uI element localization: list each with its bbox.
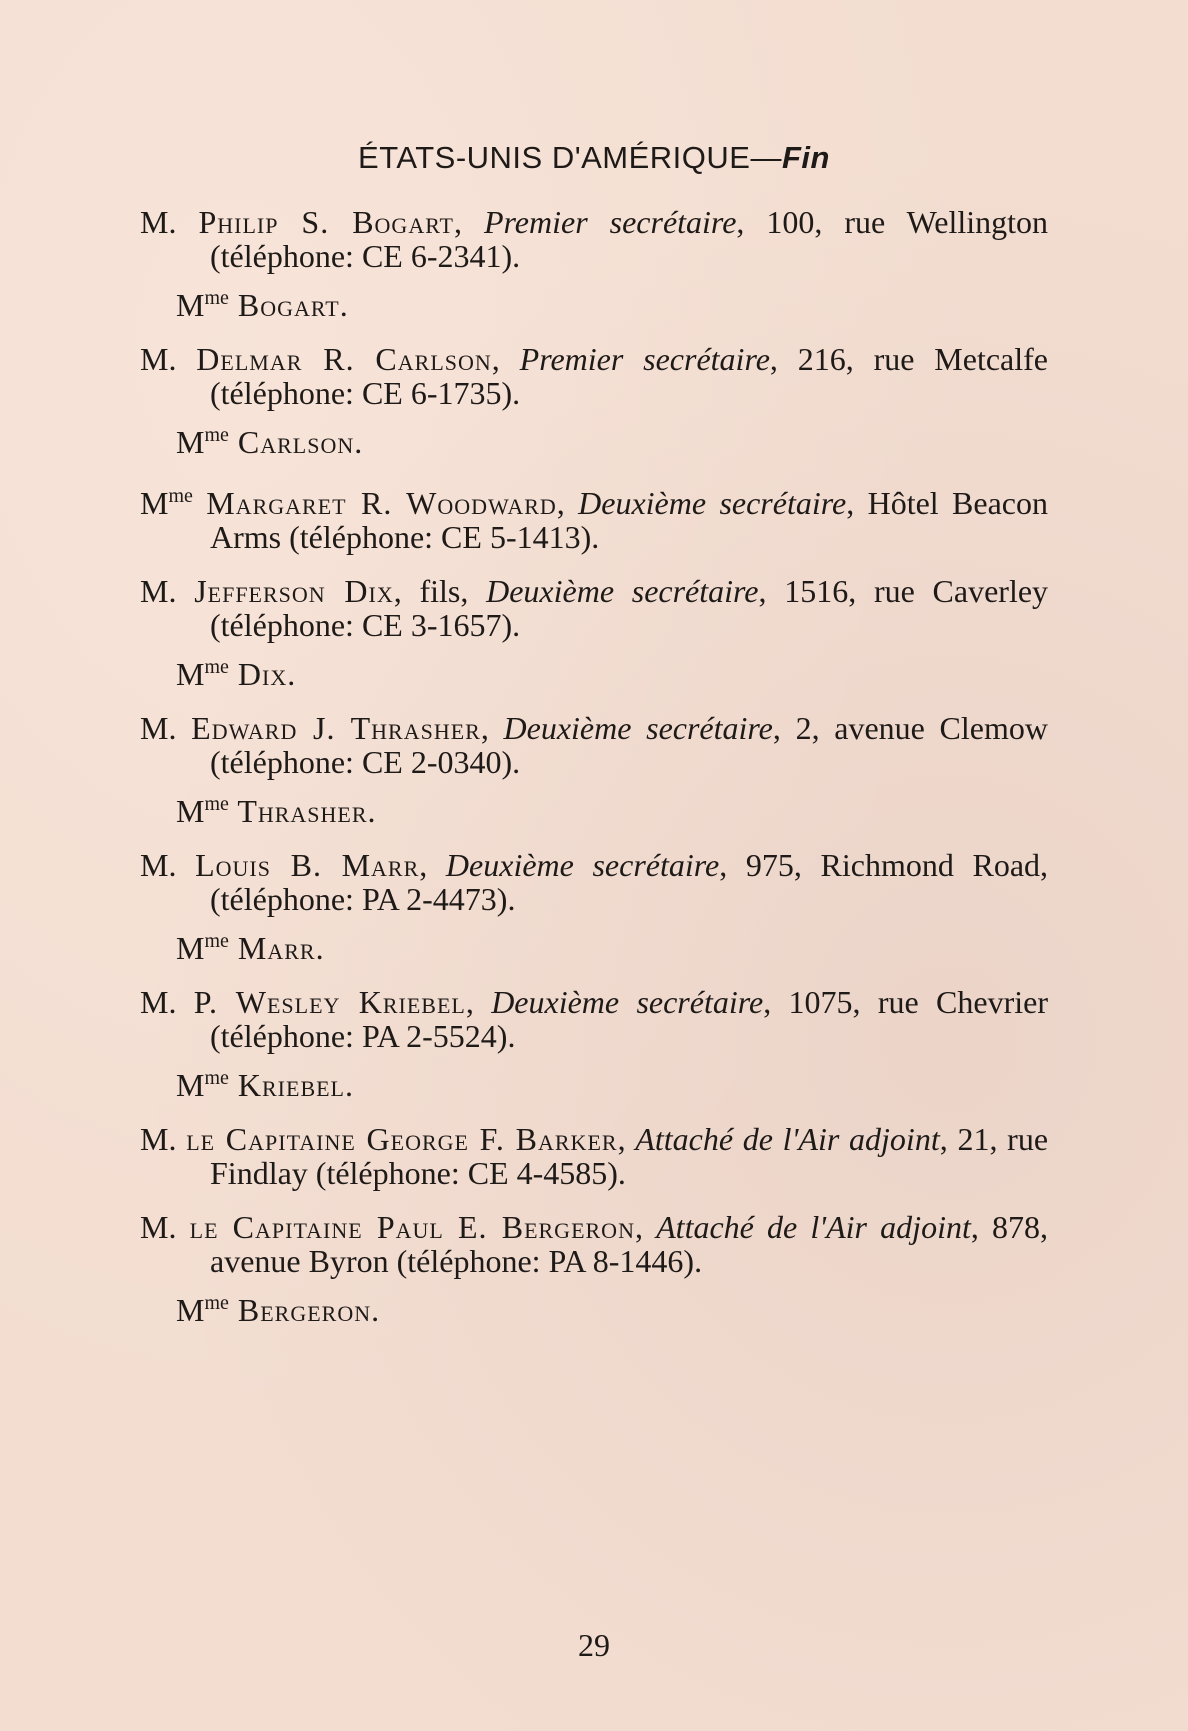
spouse-prefix: M [176, 656, 205, 692]
spouse-prefix: M [176, 930, 205, 966]
spouse-name: Bergeron. [228, 1292, 381, 1328]
entry-main-line: M. P. Wesley Kriebel, Deuxième secrétaire, 1075, rue Chevrier (téléphone: PA 2-5524). [140, 984, 1048, 1054]
entry-name: Margaret R. Woodward [206, 485, 557, 521]
entry-name: Louis B. Marr [195, 847, 420, 883]
entry-title: Attaché de l'Air adjoint [656, 1209, 971, 1245]
entry-address: , 975, Richmond Road, (téléphone: PA 2-4473). [210, 847, 1049, 917]
entry-spouse [140, 418, 1048, 459]
entry-main-line: $M^{me}$ Margaret R. Woodward, Deuxième secrétaire, Hôtel Beacon Arms (téléphone: CE 5-1413). [140, 485, 1048, 555]
page-number: 29 [578, 1627, 610, 1663]
spouse-sup: me [204, 793, 229, 815]
entry-prefix: M. [140, 1121, 187, 1157]
entry-title: Deuxième secrétaire [445, 847, 720, 883]
entry-name: le Capitaine George F. Barker [186, 1121, 618, 1157]
entry-main-line: M. Philip S. Bogart, Premier secrétaire, 100, rue Wellington (téléphone: CE 6-2341). [140, 204, 1049, 274]
entry-kriebel [140, 985, 1048, 1102]
entry-address: , 1075, rue Chevrier (téléphone: PA 2-5524). [210, 984, 1048, 1054]
spouse-sup: me [204, 424, 229, 446]
spouse-name: Dix. [228, 656, 297, 692]
spouse-sup: me [204, 1067, 229, 1089]
spouse-name: Kriebel. [228, 1067, 354, 1103]
entry-title: Deuxième secrétaire [503, 710, 773, 746]
entry-bergeron [140, 1210, 1048, 1327]
header-country: ÉTATS-UNIS D'AMÉRIQUE— [358, 140, 782, 175]
entry-main-line: M. le Capitaine George F. Barker, Attaché de l'Air adjoint, 21, rue Findlay (téléphone: CE 4-4585). [140, 1121, 1049, 1191]
spouse-sup: me [204, 287, 229, 309]
spouse-prefix: M [176, 1292, 205, 1328]
spouse-sup: me [204, 930, 229, 952]
entry-dix [140, 574, 1048, 691]
entry-carlson [140, 342, 1048, 459]
entry-spouse [140, 787, 1048, 828]
entry-prefix: M. [140, 573, 195, 609]
entry-name: Philip S. Bogart [198, 204, 454, 240]
entry-title: Deuxième secrétaire [578, 485, 847, 521]
entry-prefix: M. [140, 847, 196, 883]
entry-marr [140, 848, 1048, 965]
entry-title: Premier secrétaire [483, 204, 737, 240]
entries-list [140, 205, 1048, 1347]
entry-address: , 878, avenue Byron (téléphone: PA 8-1446). [210, 1209, 1049, 1279]
spouse-prefix: M [176, 793, 205, 829]
entry-name: Delmar R. Carlson [196, 341, 492, 377]
entry-name: Edward J. Thrasher [191, 710, 481, 746]
entry-address: , Hôtel Beacon Arms (téléphone: CE 5-1413). [210, 485, 1048, 555]
entry-spouse [140, 924, 1048, 965]
entry-main-line: M. Louis B. Marr, Deuxième secrétaire, 975, Richmond Road, (téléphone: PA 2-4473). [140, 847, 1049, 917]
entry-prefix-space [193, 485, 206, 521]
entry-title: Deuxième secrétaire [491, 984, 764, 1020]
entry-spouse [140, 1061, 1048, 1102]
entry-main-line: M. Delmar R. Carlson, Premier secrétaire, 216, rue Metcalfe (téléphone: CE 6-1735). [140, 341, 1049, 411]
entry-title: Attaché de l'Air adjoint [635, 1121, 940, 1157]
entry-spouse [140, 281, 1048, 322]
entry-address: , 21, rue Findlay (téléphone: CE 4-4585). [210, 1121, 1049, 1191]
entry-address: , 2, avenue Clemow (téléphone: CE 2-0340). [210, 710, 1048, 780]
entry-prefix: M. [140, 204, 199, 240]
entry-spouse [140, 1286, 1048, 1327]
entry-name-suffix: , fils [393, 573, 461, 609]
entry-address: , 216, rue Metcalfe (téléphone: CE 6-1735). [210, 341, 1049, 411]
entry-name: Jefferson Dix [194, 573, 394, 609]
entry-prefix: M. [140, 341, 197, 377]
page-header [0, 140, 1188, 176]
spouse-sup: me [204, 656, 229, 678]
entry-main-line: M. le Capitaine Paul E. Bergeron, Attaché de l'Air adjoint, 878, avenue Byron (téléphone: PA 8-1446). [140, 1209, 1049, 1279]
entry-address: , 100, rue Wellington (téléphone: CE 6-2341). [210, 204, 1049, 274]
entry-name: P. Wesley Kriebel [193, 984, 466, 1020]
entry-bogart [140, 205, 1048, 322]
entry-title: Premier secrétaire [519, 341, 770, 377]
entry-main-line: M. Edward J. Thrasher, Deuxième secrétaire, 2, avenue Clemow (téléphone: CE 2-0340). [140, 710, 1048, 780]
spouse-prefix: M [176, 287, 205, 323]
spouse-name: Carlson. [228, 424, 364, 460]
entry-main-line: M. Jefferson Dix, fils, Deuxième secrétaire, 1516, rue Caverley (téléphone: CE 3-1657). [140, 573, 1049, 643]
entry-prefix: M [140, 485, 169, 521]
entry-title: Deuxième secrétaire [486, 573, 759, 609]
entry-woodward [140, 479, 1048, 554]
entry-prefix: M. [140, 984, 194, 1020]
entry-address: , 1516, rue Caverley (téléphone: CE 3-1657). [210, 573, 1049, 643]
entry-prefix: M. [140, 710, 192, 746]
entry-prefix: M. [140, 1209, 190, 1245]
spouse-prefix: M [176, 1067, 205, 1103]
entry-name: le Capitaine Paul E. Bergeron [189, 1209, 635, 1245]
entry-thrasher [140, 711, 1048, 828]
spouse-name: Bogart. [228, 287, 349, 323]
spouse-name: Thrasher. [228, 793, 377, 829]
spouse-prefix: M [176, 424, 205, 460]
spouse-name: Marr. [228, 930, 325, 966]
header-suffix: Fin [781, 140, 830, 175]
entry-prefix-sup: me [168, 485, 193, 507]
entry-spouse [140, 650, 1048, 691]
entry-barker [140, 1122, 1048, 1190]
spouse-sup: me [204, 1292, 229, 1314]
